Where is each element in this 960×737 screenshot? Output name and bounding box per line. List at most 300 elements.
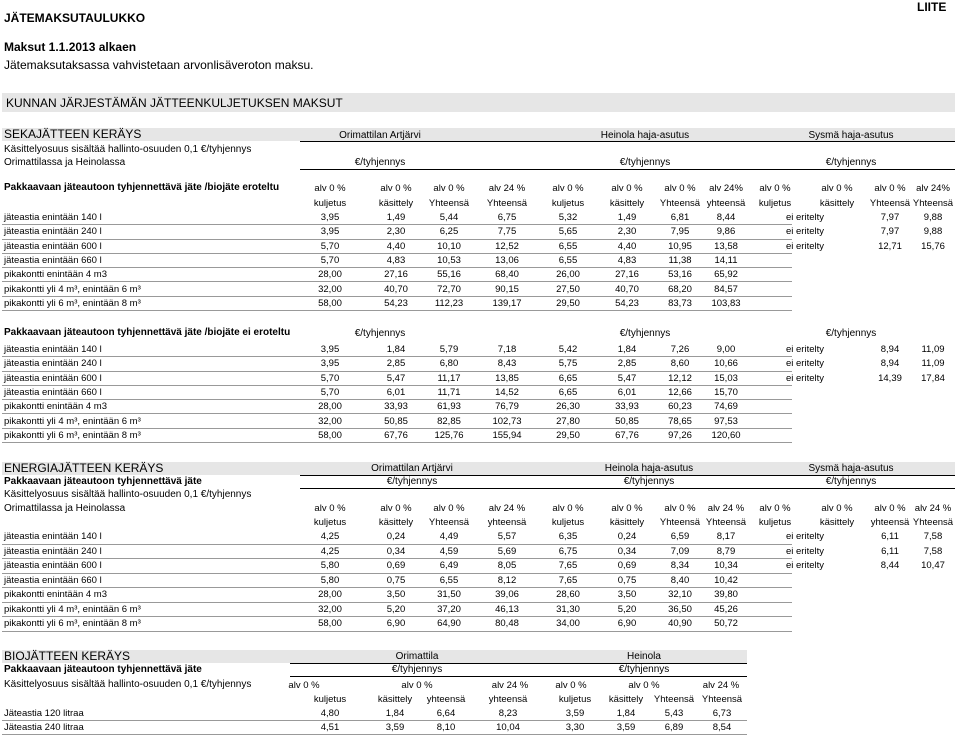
table-cell: 37,20 (437, 603, 461, 615)
column-header-cell: alv 0 % (628, 680, 660, 691)
column-header-cell: yhteensä (488, 694, 528, 705)
table-row (0, 415, 960, 430)
table-cell: 58,00 (318, 618, 342, 629)
column-header-cell: Yhteensä (653, 694, 695, 705)
table-cell: 8,43 (497, 358, 517, 370)
table-cell: 7,09 (670, 545, 690, 557)
column-header-cell: kuljetus (551, 198, 585, 209)
table-cell: 5,47 (386, 372, 406, 384)
column-header-cell: kuljetus (551, 517, 585, 528)
table-row (0, 617, 960, 632)
table-cell: 4,51 (320, 722, 340, 733)
table-cell: 5,80 (320, 560, 340, 571)
appendix-label: LIITE (917, 0, 947, 14)
table-cell: 5,80 (320, 574, 340, 586)
table-cell: 82,85 (437, 415, 461, 427)
table-cell: 39,80 (714, 589, 738, 600)
column-header-cell: alv 0 % (611, 183, 643, 194)
table-cell: 5,20 (386, 603, 406, 615)
banner-title: KUNNAN JÄRJESTÄMÄN JÄTTEENKULJETUKSEN MAKSUT (6, 96, 343, 110)
table-cell: 139,17 (492, 297, 522, 309)
table-cell: 5,65 (558, 226, 578, 238)
table-cell: 40,90 (668, 618, 692, 629)
row-label: pikakontti yli 4 m³, enintään 6 m³ (4, 603, 141, 615)
mixed-unsorted-heading: Pakkaavaan jäteautoon tyhjennettävä jäte /biojäte ei eroteltu (4, 327, 291, 338)
table-cell: 7,58 (923, 545, 943, 557)
table-cell: 28,00 (318, 401, 342, 413)
table-cell: 1,84 (386, 344, 406, 355)
table-cell: 8,17 (716, 531, 736, 542)
row-label: pikakontti yli 6 m³, enintään 8 m³ (4, 618, 141, 629)
table-cell: ei eritelty (785, 212, 824, 223)
region-orimattila: Orimattilan Artjärvi (339, 130, 421, 141)
table-cell: 64,90 (437, 618, 461, 629)
column-header-cell: käsittely (378, 198, 414, 209)
table-cell: 5,69 (497, 545, 517, 557)
table-cell: 5,75 (558, 358, 578, 370)
energy-title: ENERGIAJÄTTEEN KERÄYS (4, 461, 164, 475)
table-cell: 7,26 (670, 344, 690, 355)
unit-heinola: €/tyhjennys (623, 476, 675, 487)
table-cell: 4,25 (320, 531, 340, 542)
table-cell: 2,85 (617, 358, 637, 370)
table-cell: 6,25 (439, 226, 459, 238)
table-cell: 8,10 (436, 722, 456, 733)
table-cell: 83,73 (668, 297, 692, 309)
table-cell: 53,16 (668, 269, 692, 281)
table-row (0, 386, 960, 401)
row-label: pikakontti enintään 4 m3 (4, 269, 107, 281)
row-label: jäteastia enintään 140 l (4, 531, 102, 542)
table-row (0, 283, 960, 298)
table-cell: 0,24 (386, 531, 406, 542)
table-cell: 7,18 (497, 344, 517, 355)
table-cell: 90,15 (495, 283, 519, 295)
table-cell: 12,66 (668, 386, 692, 398)
row-label: Jäteastia 240 litraa (4, 722, 84, 733)
table-cell: 3,95 (320, 226, 340, 238)
table-cell: 6,89 (664, 722, 684, 733)
table-cell: 26,30 (556, 401, 580, 413)
table-cell: 13,06 (495, 254, 519, 266)
table-cell: ei eritelty (785, 531, 824, 542)
table-row (0, 545, 960, 560)
table-cell: 8,12 (497, 574, 517, 586)
table-cell: 3,59 (616, 722, 636, 733)
table-cell: 0,69 (386, 560, 406, 571)
table-cell: 74,69 (714, 401, 738, 413)
table-cell: 6,49 (439, 560, 459, 571)
table-cell: 3,59 (565, 708, 585, 719)
table-cell: 31,50 (437, 589, 461, 600)
table-cell: 6,81 (670, 212, 690, 223)
column-header-cell: kuljetus (758, 517, 792, 528)
table-cell: 7,75 (497, 226, 517, 238)
table-cell: 8,54 (712, 722, 732, 733)
table-cell: 32,00 (318, 415, 342, 427)
table-cell: 10,04 (496, 722, 520, 733)
table-cell: ei eritelty (785, 240, 824, 252)
row-label: jäteastia enintään 240 l (4, 226, 102, 238)
table-cell: 28,00 (318, 269, 342, 281)
table-cell: 32,10 (668, 589, 692, 600)
table-cell: 6,64 (436, 708, 456, 719)
unit-orimattila: €/tyhjennys (386, 476, 438, 487)
table-cell: 11,09 (921, 358, 945, 370)
table-row (0, 400, 960, 415)
region-sysma: Sysmä haja-asutus (808, 130, 894, 141)
column-header-cell: Yhteensä (869, 198, 911, 209)
vat-note: Jätemaksutaksassa vahvistetaan arvonlisäveroton maksu. (4, 58, 314, 72)
unit-sysma: €/tyhjennys (825, 157, 877, 168)
column-header-cell: käsittely (819, 198, 855, 209)
table-cell: 68,20 (668, 283, 692, 295)
table-row (0, 559, 960, 574)
column-header-cell: alv 24 % (491, 680, 529, 691)
table-cell: 60,23 (668, 401, 692, 413)
table-cell: 10,95 (668, 240, 692, 252)
column-header-cell: Yhteensä (659, 198, 701, 209)
column-header-cell: alv 0 % (759, 183, 791, 194)
table-cell: 5,20 (617, 603, 637, 615)
table-cell: 15,03 (714, 372, 738, 384)
table-cell: 8,79 (716, 545, 736, 557)
row-label: jäteastia enintään 240 l (4, 358, 102, 370)
table-cell: 6,55 (558, 254, 578, 266)
table-cell: 5,44 (439, 212, 459, 223)
column-header-cell: käsittely (819, 517, 855, 528)
row-label: pikakontti yli 4 m³, enintään 6 m³ (4, 283, 141, 295)
table-row (0, 372, 960, 387)
table-cell: 7,97 (880, 212, 900, 223)
table-cell: 10,53 (437, 254, 461, 266)
table-cell: 80,48 (495, 618, 519, 629)
table-cell: 36,50 (668, 603, 692, 615)
table-cell: 10,10 (437, 240, 461, 252)
table-cell: 5,47 (617, 372, 637, 384)
table-row (0, 211, 960, 226)
table-cell: 4,80 (320, 708, 340, 719)
column-header-cell: alv 0 % (380, 183, 412, 194)
table-cell: 4,40 (617, 240, 637, 252)
table-cell: 3,50 (386, 589, 406, 600)
table-cell: 6,65 (558, 386, 578, 398)
table-cell: 155,94 (492, 429, 522, 441)
valid-from: Maksut 1.1.2013 alkaen (4, 40, 137, 54)
table-cell: 7,95 (670, 226, 690, 238)
table-cell: 31,30 (556, 603, 580, 615)
table-cell: 72,70 (437, 283, 461, 295)
row-label: Jäteastia 120 litraa (4, 708, 84, 719)
table-cell: 10,42 (714, 574, 738, 586)
row-divider (2, 631, 792, 632)
column-header-cell: alv 0 % (611, 503, 643, 514)
table-cell: 28,00 (318, 589, 342, 600)
column-header-cell: Yhteensä (486, 198, 528, 209)
column-header-cell: kuljetus (313, 198, 347, 209)
row-label: jäteastia enintään 660 l (4, 386, 102, 398)
table-cell: 0,34 (386, 545, 406, 557)
table-cell: 5,70 (320, 386, 340, 398)
table-cell: 61,93 (437, 401, 461, 413)
table-cell: 14,11 (714, 254, 738, 266)
row-label: pikakontti enintään 4 m3 (4, 589, 107, 600)
row-label: jäteastia enintään 660 l (4, 574, 102, 586)
table-cell: 97,53 (714, 415, 738, 427)
unit-heinola: €/tyhjennys (619, 157, 671, 168)
column-header-cell: yhteensä (426, 694, 466, 705)
column-header-cell: käsittely (377, 694, 413, 705)
table-row (0, 530, 960, 545)
divider (290, 663, 747, 664)
table-cell: 3,30 (565, 722, 585, 733)
column-header-cell: alv 0 % (288, 680, 320, 691)
table-row (0, 603, 960, 618)
table-cell: 4,40 (386, 240, 406, 252)
table-cell: 58,00 (318, 429, 342, 441)
column-header-cell: käsittely (609, 517, 645, 528)
table-cell: 6,11 (881, 545, 899, 557)
table-cell: 32,00 (318, 283, 342, 295)
table-cell: 54,23 (615, 297, 639, 309)
column-header-cell: alv 0 % (552, 503, 584, 514)
row-label: pikakontti yli 6 m³, enintään 8 m³ (4, 297, 141, 309)
table-cell: ei eritelty (785, 560, 824, 571)
table-cell: 76,79 (495, 401, 519, 413)
column-header-cell: käsittely (378, 517, 414, 528)
mixed-sorted-heading: Pakkaavaan jäteautoon tyhjennettävä jäte /biojäte eroteltu (4, 182, 280, 193)
column-header-cell: alv 0 % (821, 503, 853, 514)
table-cell: 5,43 (664, 708, 684, 719)
table-row (0, 225, 960, 240)
table-cell: 58,00 (318, 297, 342, 309)
row-label: jäteastia enintään 600 l (4, 372, 102, 384)
table-cell: 7,97 (880, 226, 900, 238)
row-divider (2, 734, 747, 735)
table-cell: 2,30 (386, 226, 406, 238)
table-cell: 33,93 (615, 401, 639, 413)
table-cell: 39,06 (495, 589, 519, 600)
table-cell: 27,80 (556, 415, 580, 427)
table-cell: 8,40 (670, 574, 690, 586)
table-cell: 15,76 (921, 240, 945, 252)
table-cell: 11,71 (437, 386, 461, 398)
table-cell: 8,44 (880, 560, 900, 571)
table-cell: 12,12 (668, 372, 692, 384)
table-cell: 54,23 (384, 297, 408, 309)
table-cell: 5,57 (497, 531, 517, 542)
table-cell: 5,79 (439, 344, 459, 355)
table-cell: 8,94 (880, 358, 900, 370)
table-cell: 6,11 (881, 531, 899, 542)
table-cell: 6,35 (558, 531, 578, 542)
column-header-cell: alv 0 % (380, 503, 412, 514)
unit-heinola: €/tyhjennys (619, 328, 671, 339)
unit-orimattila: €/tyhjennys (354, 157, 406, 168)
table-cell: 10,34 (714, 560, 738, 571)
energy-heading: Pakkaavaan jäteautoon tyhjennettävä jäte (4, 476, 202, 487)
column-header-cell: alv 24 % (488, 503, 526, 514)
table-cell: 40,70 (384, 283, 408, 295)
table-cell: 6,55 (558, 240, 578, 252)
table-cell: 1,84 (385, 708, 405, 719)
column-header-cell: alv 0 % (433, 503, 465, 514)
table-cell: 8,44 (716, 212, 736, 223)
region-orimattila: Orimattila (395, 651, 439, 662)
table-cell: 3,95 (320, 344, 340, 355)
table-row (0, 268, 960, 283)
row-label: pikakontti enintään 4 m3 (4, 401, 107, 413)
table-cell: 4,83 (617, 254, 637, 266)
column-header-cell: alv 24% (709, 183, 743, 194)
table-cell: 5,32 (558, 212, 578, 223)
table-cell: 1,49 (617, 212, 637, 223)
table-row (0, 297, 960, 312)
table-cell: 8,60 (670, 358, 690, 370)
table-cell: 6,90 (617, 618, 637, 629)
table-cell: 6,75 (497, 212, 517, 223)
table-cell: 6,65 (558, 372, 578, 384)
table-row (0, 357, 960, 372)
region-orimattila: Orimattilan Artjärvi (371, 463, 453, 474)
column-header-cell: käsittely (608, 694, 644, 705)
table-cell: 13,58 (714, 240, 738, 252)
table-cell: 3,95 (320, 212, 340, 223)
table-cell: 33,93 (384, 401, 408, 413)
row-divider (2, 442, 792, 443)
divider (300, 141, 955, 142)
column-header-cell: yhteensä (706, 198, 746, 209)
unit-orimattila: €/tyhjennys (391, 664, 443, 675)
table-cell: 50,72 (714, 618, 738, 629)
column-header-cell: alv 0 % (821, 183, 853, 194)
row-label: jäteastia enintään 600 l (4, 240, 102, 252)
region-heinola: Heinola (627, 651, 661, 662)
unit-orimattila: €/tyhjennys (354, 328, 406, 339)
table-cell: 6,01 (386, 386, 406, 398)
divider (300, 169, 955, 170)
table-cell: 3,59 (385, 722, 405, 733)
divider (300, 488, 955, 489)
table-cell: 27,50 (556, 283, 580, 295)
table-cell: 97,26 (668, 429, 692, 441)
table-cell: 125,76 (434, 429, 464, 441)
column-header-cell: Yhteensä (701, 694, 743, 705)
column-header-cell: alv 24 % (914, 503, 952, 514)
row-label: jäteastia enintään 140 l (4, 212, 102, 223)
table-cell: ei eritelty (785, 226, 824, 238)
table-cell: 50,85 (615, 415, 639, 427)
table-cell: ei eritelty (785, 344, 824, 355)
table-cell: 4,83 (386, 254, 406, 266)
table-cell: 13,85 (495, 372, 519, 384)
column-header-cell: Yhteensä (659, 517, 701, 528)
table-cell: 29,50 (556, 429, 580, 441)
table-cell: 5,70 (320, 372, 340, 384)
mixed-note1: Käsittelyosuus sisältää hallinto-osuuden 0,1 €/tyhjennys (4, 144, 252, 155)
row-label: jäteastia enintään 600 l (4, 560, 102, 571)
table-cell: 6,80 (439, 358, 459, 370)
table-cell: 46,13 (495, 603, 519, 615)
table-cell: 5,42 (558, 344, 578, 355)
table-cell: 9,86 (716, 226, 736, 238)
page-title: JÄTEMAKSUTAULUKKO (4, 11, 146, 25)
table-row (0, 240, 960, 255)
column-header-cell: kuljetus (558, 694, 592, 705)
unit-sysma: €/tyhjennys (825, 476, 877, 487)
bio-note1: Käsittelyosuus sisältää hallinto-osuuden 0,1 €/tyhjennys (4, 679, 252, 690)
column-header-cell: alv 0 % (314, 503, 346, 514)
table-cell: 6,55 (439, 574, 459, 586)
table-cell: 67,76 (384, 429, 408, 441)
table-cell: 8,34 (670, 560, 690, 571)
column-header-cell: alv 24 % (488, 183, 526, 194)
table-cell: 1,84 (616, 708, 636, 719)
table-cell: 55,16 (437, 269, 461, 281)
row-divider (2, 310, 792, 311)
table-cell: ei eritelty (785, 372, 824, 384)
table-cell: 6,75 (558, 545, 578, 557)
column-header-cell: yhteensä (870, 517, 910, 528)
table-cell: 7,58 (923, 531, 943, 542)
table-cell: 0,75 (386, 574, 406, 586)
table-row (0, 721, 960, 736)
table-row (0, 707, 960, 722)
table-cell: 9,88 (923, 226, 943, 238)
table-cell: 9,00 (716, 344, 736, 355)
table-cell: 27,16 (384, 269, 408, 281)
table-cell: 14,39 (878, 372, 902, 384)
table-cell: 0,24 (617, 531, 637, 542)
table-cell: 7,65 (558, 574, 578, 586)
table-cell: 50,85 (384, 415, 408, 427)
column-header-cell: Yhteensä (912, 517, 954, 528)
table-cell: 3,95 (320, 358, 340, 370)
column-header-cell: yhteensä (487, 517, 527, 528)
table-cell: 103,83 (711, 297, 741, 309)
table-cell: 4,25 (320, 545, 340, 557)
column-header-cell: alv 0 % (552, 183, 584, 194)
table-cell: 45,26 (714, 603, 738, 615)
column-header-cell: käsittely (609, 198, 645, 209)
table-cell: 27,16 (615, 269, 639, 281)
table-cell: 6,01 (617, 386, 637, 398)
table-cell: 6,59 (670, 531, 690, 542)
row-label: pikakontti yli 4 m³, enintään 6 m³ (4, 415, 141, 427)
table-cell: 26,00 (556, 269, 580, 281)
table-cell: 40,70 (615, 283, 639, 295)
row-label: pikakontti yli 6 m³, enintään 8 m³ (4, 429, 141, 441)
table-cell: 4,49 (439, 531, 459, 542)
table-cell: 6,90 (386, 618, 406, 629)
table-cell: 14,52 (495, 386, 519, 398)
table-cell: 84,57 (714, 283, 738, 295)
table-cell: 15,70 (714, 386, 738, 398)
row-label: jäteastia enintään 140 l (4, 344, 102, 355)
column-header-cell: alv 0 % (433, 183, 465, 194)
unit-heinola: €/tyhjennys (618, 664, 670, 675)
table-cell: 11,09 (921, 344, 945, 355)
table-cell: 8,23 (498, 708, 518, 719)
table-cell: 17,84 (921, 372, 945, 384)
column-header-cell: Yhteensä (912, 198, 954, 209)
table-cell: ei eritelty (785, 545, 824, 557)
table-cell: 29,50 (556, 297, 580, 309)
column-header-cell: alv 0 % (664, 183, 696, 194)
column-header-cell: kuljetus (758, 198, 792, 209)
table-cell: 9,88 (923, 212, 943, 223)
table-cell: 2,30 (617, 226, 637, 238)
